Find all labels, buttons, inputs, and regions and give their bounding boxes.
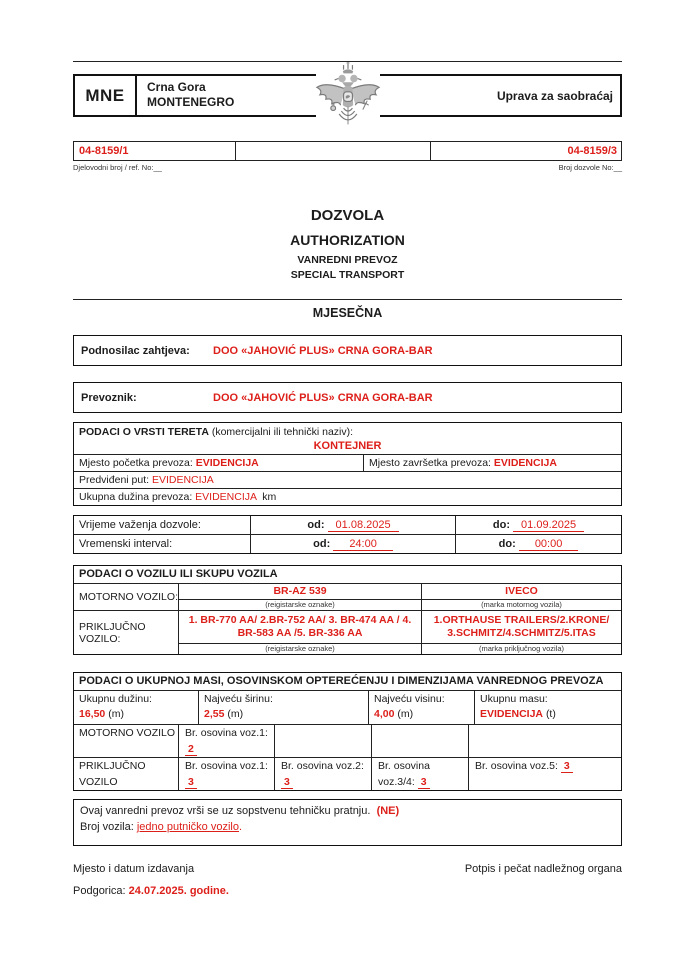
- width-value: 2,55: [204, 708, 225, 720]
- motor-axle-empty-cell: [371, 725, 468, 757]
- applicant-value: DOO «JAHOVIĆ PLUS» CRNA GORA-BAR: [213, 344, 433, 357]
- validity-section: [73, 515, 622, 554]
- cargo-start-value: EVIDENCIJA: [195, 457, 259, 469]
- trailer-axle-label-2: Br. osovina voz.2:: [281, 760, 364, 772]
- cargo-header-subtitle: (komercijalni ili tehnički naziv):: [208, 426, 354, 438]
- carrier-value: DOO «JAHOVIĆ PLUS» CRNA GORA-BAR: [213, 391, 433, 404]
- motor-axles-row: [74, 724, 621, 757]
- validity-from-time: 24:00: [333, 538, 393, 551]
- validity-interval-label: Vremenski interval:: [74, 535, 251, 553]
- escort-line1: [80, 803, 621, 819]
- height-cell: [368, 691, 474, 724]
- trailer-brand-value: 1.ORTHAUSE TRAILERS/2.KRONE/ 3.SCHMITZ/4.SCHMITZ/5.ITAS: [433, 614, 610, 639]
- country-name: [137, 76, 234, 115]
- montenegro-coat-of-arms-icon: [306, 62, 390, 132]
- trailer-vehicle-row: [74, 610, 621, 654]
- od-label: od:: [307, 519, 325, 531]
- issue-city: Podgorica:: [73, 885, 126, 897]
- cargo-name: KONTEJNER: [313, 440, 382, 452]
- trailer-reg-value: 1. BR-770 AA/ 2.BR-752 AA/ 3. BR-474 AA / 4. BR-583 AA /5. BR-336 AA: [188, 614, 412, 639]
- motor-reg-value: BR-AZ 539: [273, 585, 327, 597]
- trailer-brand-caption: (marka priključnog vozila): [422, 643, 621, 654]
- ref-number-label: Djelovodni broj / ref. No:__: [73, 163, 162, 172]
- escort-section: [73, 799, 622, 846]
- reference-labels: [73, 163, 622, 172]
- authority-name: Uprava za saobraćaj: [496, 88, 613, 103]
- validity-period-label: Vrijeme važenja dozvole:: [74, 516, 251, 534]
- escort-answer: (NE): [376, 805, 400, 817]
- od-label: od:: [313, 538, 331, 550]
- validity-to-date: 01.09.2025: [513, 519, 584, 532]
- cargo-route-label: Predviđeni put:: [79, 474, 150, 486]
- validity-to-date-cell: [456, 516, 621, 534]
- total-mass-cell: [474, 691, 621, 724]
- title-dozvola: DOZVOLA: [310, 207, 385, 224]
- motor-vehicle-row: [74, 583, 621, 610]
- applicant-box: [73, 335, 622, 366]
- issue-place-label: Mjesto i datum izdavanja: [73, 863, 195, 875]
- trailer-axle-value-4: 3: [561, 760, 573, 773]
- cargo-start-label: Mjesto početka prevoza:: [79, 457, 193, 469]
- cargo-end-label: Mjesto završetka prevoza:: [369, 457, 491, 469]
- length-unit: (m): [108, 708, 124, 720]
- validity-from-date-cell: [251, 516, 456, 534]
- height-value: 4,00: [374, 708, 395, 720]
- trailer-brand-cell: [421, 611, 621, 654]
- cargo-end-value: EVIDENCIJA: [493, 457, 557, 469]
- total-mass-label: Ukupnu masu:: [480, 693, 548, 705]
- vehicles-section: [73, 565, 622, 655]
- trailer-axle-cell-3: [371, 758, 468, 790]
- title-block: [73, 205, 622, 282]
- cargo-section: [73, 422, 622, 506]
- width-label: Najveću širinu:: [204, 693, 273, 705]
- trailer-axle-value-1: 3: [185, 776, 197, 789]
- motor-brand-caption: (marka motornog vozila): [422, 599, 621, 610]
- cargo-header: [74, 423, 621, 439]
- reference-number-row: [73, 141, 622, 161]
- carrier-box: [73, 382, 622, 413]
- document-header: [73, 74, 622, 117]
- cargo-header-title: PODACI O VRSTI TERETA: [79, 426, 209, 438]
- motor-axle-empty-cell: [468, 725, 621, 757]
- title-authorization: AUTHORIZATION: [290, 232, 405, 248]
- permit-number-label: Broj dozvole No:__: [558, 163, 622, 172]
- vehicles-header: PODACI O VOZILU ILI SKUPU VOZILA: [79, 568, 278, 580]
- period-type: MJESEČNA: [312, 306, 383, 320]
- motor-axle-label: Br. osovina voz.1:: [185, 727, 268, 739]
- cargo-start-end-row: [74, 454, 621, 471]
- trailer-axle-cell-1: [178, 758, 274, 790]
- total-mass-value: EVIDENCIJA: [480, 708, 544, 720]
- do-label: do:: [492, 519, 510, 531]
- trailer-vehicle-label: PRIKLJUČNO VOZILO:: [79, 620, 146, 645]
- escort-vehicles-value: jedno putničko vozilo: [136, 821, 239, 833]
- escort-line2: [80, 819, 621, 835]
- trailer-axle-label-4: Br. osovina voz.5:: [475, 760, 558, 772]
- trailer-axle-value-3: 3: [418, 776, 430, 789]
- validity-from-date: 01.08.2025: [328, 519, 399, 532]
- country-code: MNE: [75, 76, 137, 115]
- mass-header: PODACI O UKUPNOJ MASI, OSOVINSKOM OPTEREĆENJU I DIMENZIJAMA VANREDNOG PREVOZA: [79, 675, 604, 687]
- trailer-axles-row: [74, 757, 621, 790]
- motor-reg-cell: [178, 584, 421, 610]
- cargo-distance-row: [74, 488, 621, 505]
- trailer-axle-cell-4: [468, 758, 621, 790]
- cargo-distance-value: EVIDENCIJA: [195, 491, 257, 503]
- cargo-distance-unit: km: [262, 491, 277, 503]
- trailer-axle-label-3: Br. osovina voz.3/4:: [378, 760, 430, 788]
- cargo-route-value: EVIDENCIJA: [151, 474, 214, 486]
- motor-axle-value: 2: [185, 743, 197, 756]
- length-cell: [74, 691, 198, 724]
- dimensions-row: [74, 690, 621, 724]
- trailer-axle-cell-2: [274, 758, 371, 790]
- total-mass-unit: (t): [545, 708, 556, 720]
- mass-section: [73, 672, 622, 791]
- motor-axle-empty-cell: [274, 725, 371, 757]
- motor-axles-row-label: MOTORNO VOZILO: [79, 727, 176, 739]
- ref-number: 04-8159/1: [74, 142, 236, 160]
- motor-vehicle-label: MOTORNO VOZILO:: [79, 591, 178, 603]
- trailer-axle-label-1: Br. osovina voz.1:: [185, 760, 268, 772]
- footer-labels: [73, 863, 622, 875]
- carrier-label: Prevoznik:: [81, 391, 137, 404]
- trailer-axle-value-2: 3: [281, 776, 293, 789]
- motor-brand-value: IVECO: [505, 585, 538, 597]
- width-unit: (m): [227, 708, 244, 720]
- cargo-end-cell: [364, 455, 621, 471]
- height-label: Najveću visinu:: [374, 693, 445, 705]
- trailer-axles-row-label: PRIKLJUČNO VOZILO: [79, 760, 146, 788]
- length-value: 16,50: [79, 708, 106, 720]
- trailer-reg-cell: [178, 611, 421, 654]
- trailer-reg-caption: (reigistarske oznake): [179, 643, 421, 654]
- cargo-route-row: [74, 471, 621, 488]
- validity-to-time: 00:00: [519, 538, 579, 551]
- country-name-me: Crna Gora: [147, 80, 206, 94]
- escort-period: .: [238, 821, 243, 833]
- motor-axle-cell: [178, 725, 274, 757]
- escort-vehicles-label: Broj vozila:: [80, 821, 134, 833]
- validity-to-time-cell: [456, 535, 621, 553]
- escort-statement: Ovaj vanredni prevoz vrši se uz sopstvenu tehničku pratnju.: [80, 805, 371, 817]
- validity-from-time-cell: [251, 535, 456, 553]
- issue-date: 24.07.2025. godine.: [128, 885, 229, 897]
- motor-reg-caption: (reigistarske oznake): [179, 599, 421, 610]
- cargo-distance-label: Ukupna dužina prevoza:: [79, 491, 193, 503]
- length-label: Ukupnu dužinu:: [79, 693, 152, 705]
- cargo-start-cell: [74, 455, 364, 471]
- validity-period-row: [74, 516, 621, 534]
- height-unit: (m): [397, 708, 414, 720]
- issue-place-date: [73, 885, 622, 897]
- validity-interval-row: [74, 534, 621, 553]
- title-vanredni-prevoz: VANREDNI PREVOZ: [297, 254, 398, 266]
- ref-empty-cell: [236, 142, 431, 160]
- do-label: do:: [498, 538, 516, 550]
- title-special-transport: SPECIAL TRANSPORT: [290, 269, 405, 281]
- motor-brand-cell: [421, 584, 621, 610]
- signature-label: Potpis i pečat nadležnog organa: [464, 863, 622, 875]
- width-cell: [198, 691, 368, 724]
- mid-rule: [73, 299, 622, 300]
- country-name-en: MONTENEGRO: [147, 95, 235, 109]
- applicant-label: Podnosilac zahtjeva:: [81, 344, 190, 357]
- permit-number: 04-8159/3: [567, 145, 617, 157]
